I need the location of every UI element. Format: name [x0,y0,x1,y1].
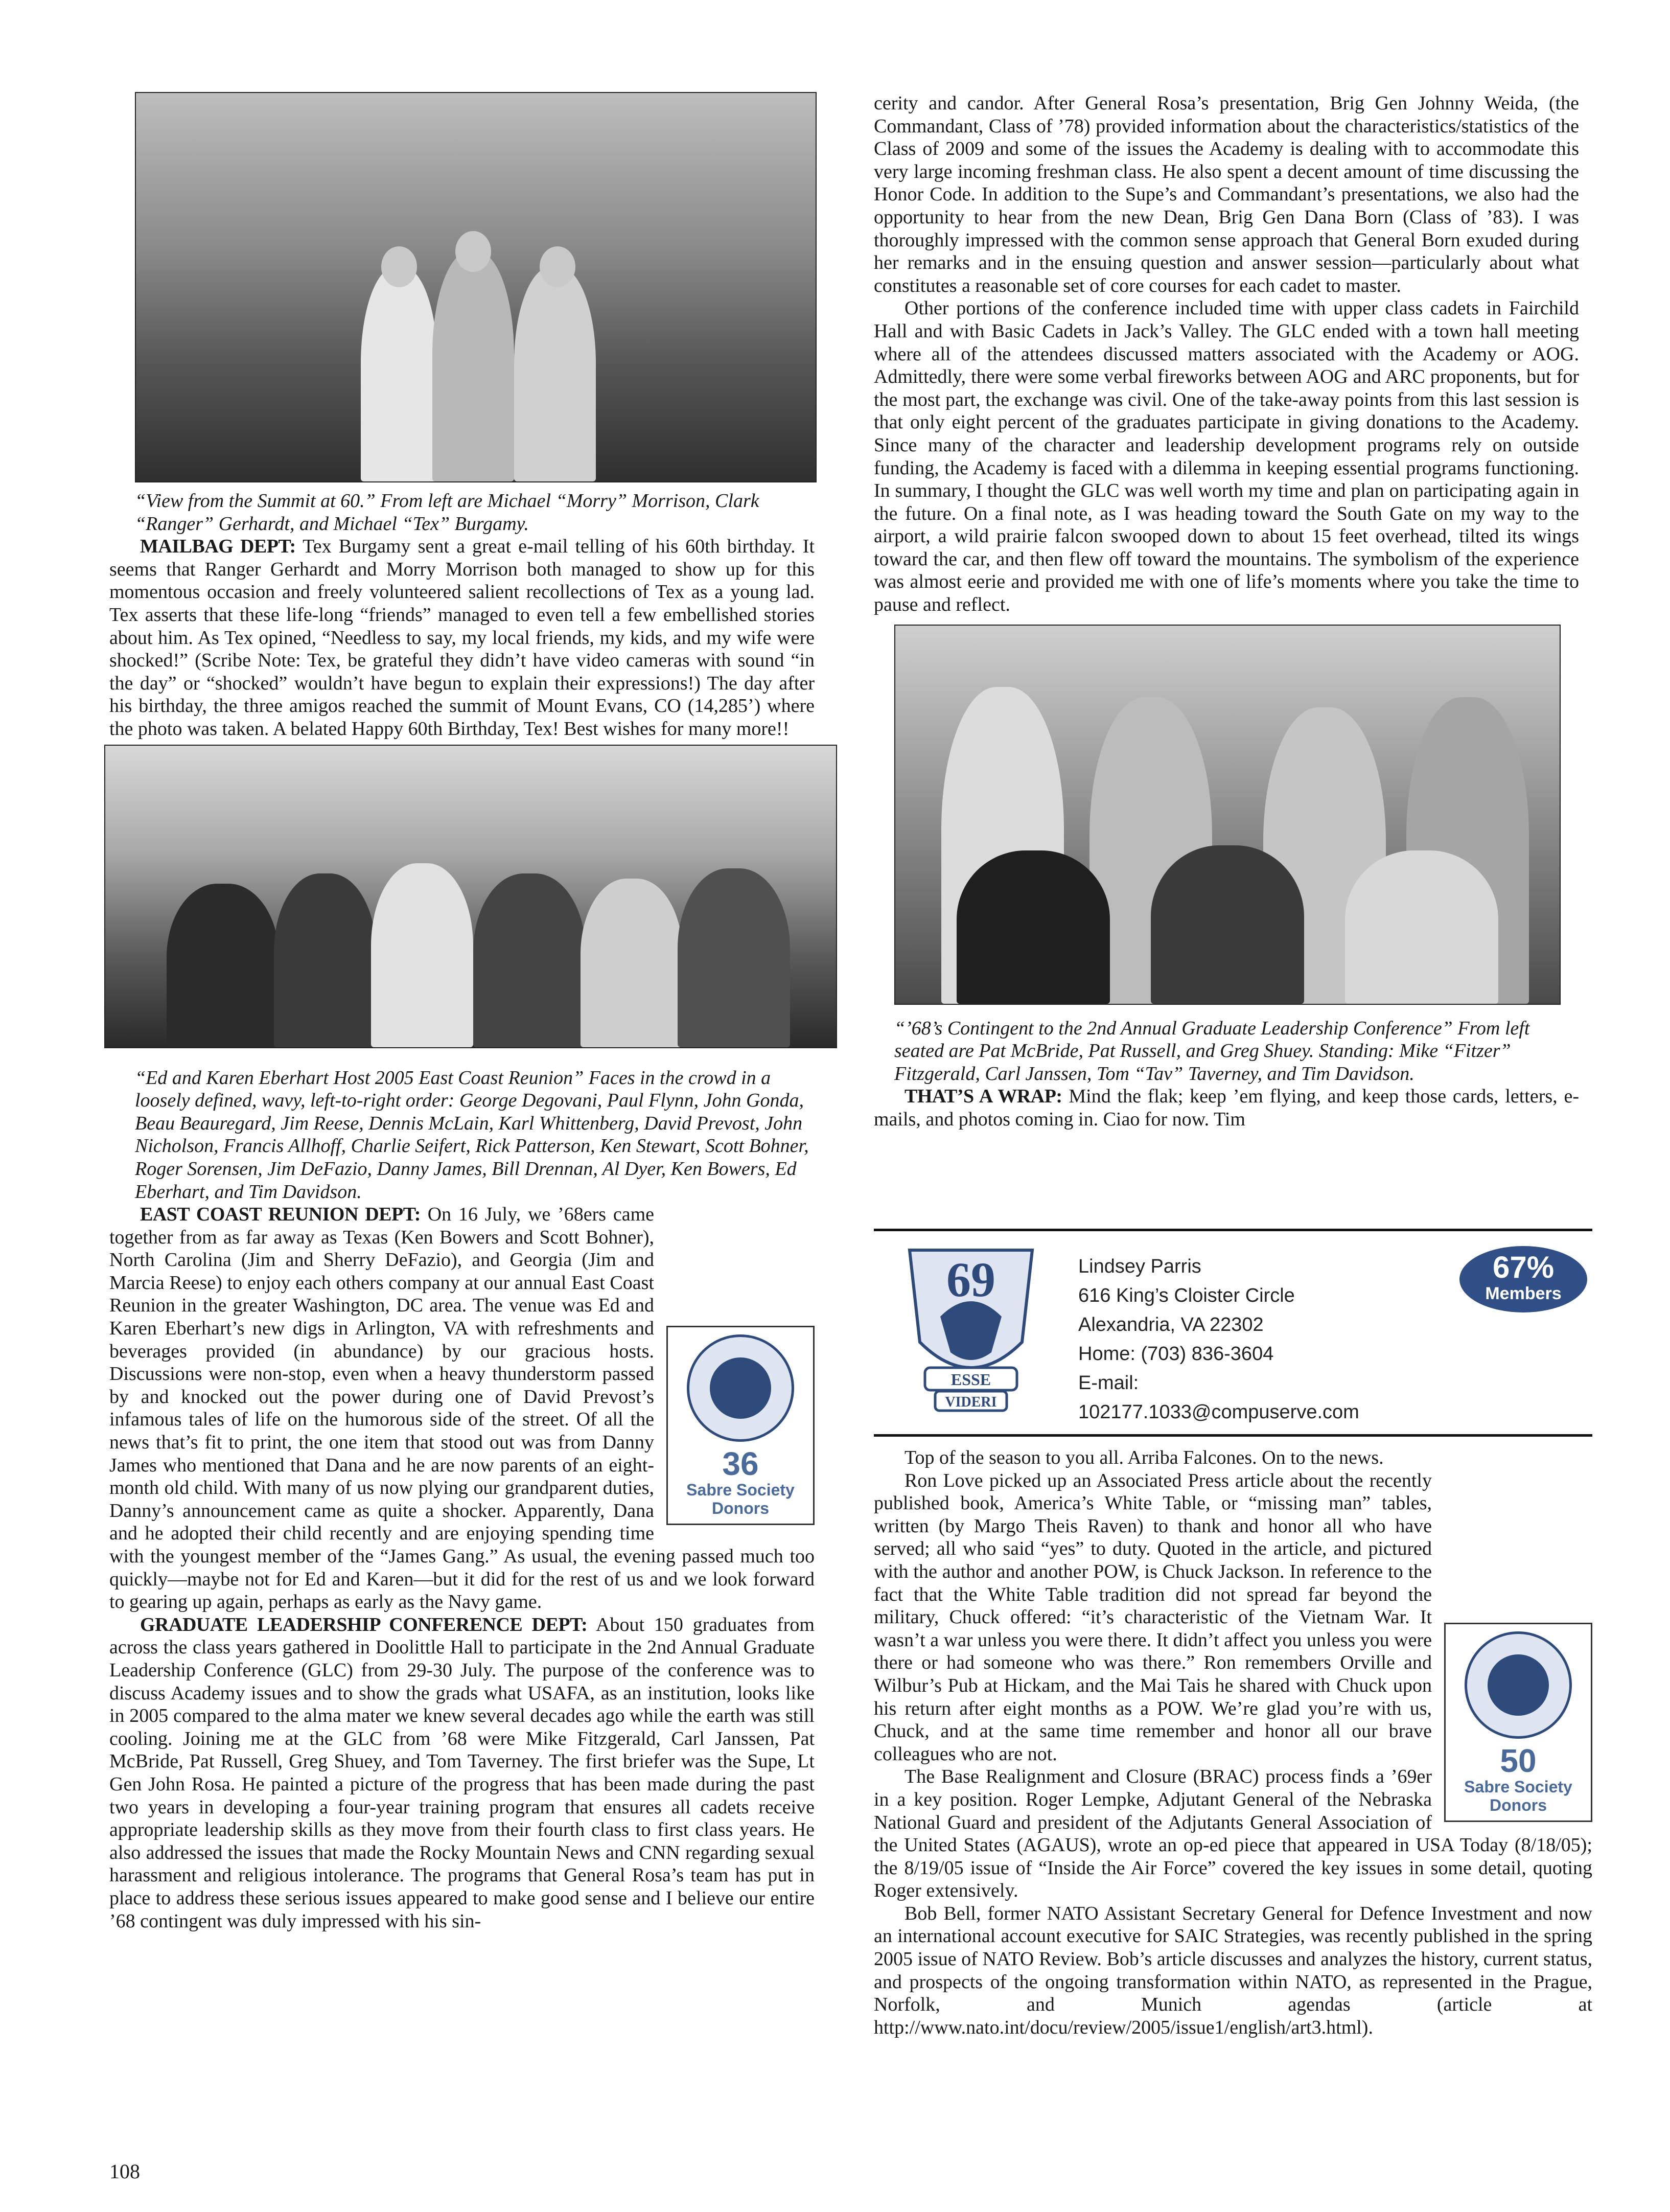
sabre-society-seal-69 [1444,1623,1592,1822]
contact-email[interactable]: 102177.1033@compuserve.com [1078,1401,1359,1423]
reunion-caption: “Ed and Karen Eberhart Host 2005 East Coast Reunion” Faces in the crowd in a loosely defined, wavy, left-to-right order: George Degovani, Paul Flynn, John Gonda, Beau Beauregard, Jim Reese, Dennis McLain, Karl Whittenberg, David Prevost, John Nicholson, Francis Allhoff, Charlie Seifert, Rick Patterson, Ken Stewart, Scott Bohner, Roger Sorensen, Jim DeFazio, Danny James, Bill Drennan, Al Dyer, Ken Bowers, Ed Eberhart, and Tim Davidson. [135,1067,809,1203]
glc-continued: cerity and candor. After General Rosa’s presentation, Brig Gen Johnny Weida, (the Commandant, Class of ’78) provided information about the characteristics/statistics of the Class of 2009 and some of the issues the Academy is dealing with to accommodate this very large incoming freshman class. He also spent a decent amount of time discussing the Honor Code. In addition to the Supe’s and Commandant’s presentations, we also had the opportunity to hear from the new Dean, Brig Gen Dana Born (Class of ’83). I was thoroughly impressed with the common sense approach that General Born exuded during her remarks and in the ensuing question and answer session—particularly about what constitutes a reasonable set of core courses for each cadet to master. [874,93,1579,296]
class-69-contact-block [874,1235,1592,1429]
glc-other-paragraph: Other portions of the conference included time with upper class cadets in Fairchild Hall and with Basic Cadets in Jack’s Valley. The GLC ended with a town hall meeting where all of the attendees discussed matters associated with the Academy or AOG. Admittedly, there were some verbal fireworks between AOG and ARC proponents, but for the most part, the exchange was civil. One of the take-away points from this last session is that only eight percent of the graduates participate in giving donations to the Academy. Since many of the character and leadership development programs rely on outside funding, the Academy is faced with a dilemma in keeping essential programs functioning. In summary, I thought the GLC was well worth my time and plan on participating again in the future. On a final note, as I was heading toward the South Gate on my way to the airport, a wild prairie falcon swooped down to about 15 feet overhead, tilted its wings toward the car, and then flew off toward the mountains. The symbolism of the experience was almost eerie and provided me with one of life’s moments where you take the time to pause and reflect. [874,297,1579,616]
reunion-text: On 16 July, we ’68ers came together from as far away as Texas (Ken Bowers and Scott Bohner), North Carolina (Jim and Sherry DeFazio), and Georgia (Jim and Marcia Reese) to enjoy each others company at our annual East Coast Reunion in the greater Washington, DC area. The venue was Ed and Karen Eberhart’s new digs in Arlington, VA with refreshments and beverages provided (in abundance) by our gracious hosts. Discussions were non-stop, even when a heavy thunderstorm passed by and knocked out the power during one of David Prevost’s infamous tales of life on the humorous side of the street. Of all the news that’s fit to print, the one item that stood out was from Danny James who mentioned that Dana and he are now parents of an eight-month old child. With many of us now plying our grandparent duties, Danny’s announcement came as quite a shocker. Apparently, Dana and he adopted their child recently and are enjoying spending time with the youngest member of the “James Gang.” As usual, the evening passed much too quickly—maybe not for Ed and Karen—but it did for the rest of us and we look forward to gearing up again, perhaps as early as the Navy game. [109,1204,815,1613]
sabre-society-emblem-icon [687,1334,794,1442]
membership-label: Members [1485,1284,1562,1303]
summit-caption: “View from the Summit at 60.” From left are Michael “Morry” Morrison, Clark “Ranger” Gerhardt, and Michael “Tex” Burgamy. [135,490,759,535]
section-divider-top [874,1229,1592,1231]
sabre-society-label-69: Sabre Society Donors [1464,1777,1572,1814]
reunion-heading: EAST COAST REUNION DEPT: [140,1204,421,1226]
crest-motto-1: ESSE [950,1370,991,1389]
sabre-society-count-69: 50 [1500,1742,1537,1779]
crest-motto-2: VIDERI [945,1394,997,1410]
mailbag-text: Tex Burgamy sent a great e-mail telling of his 60th birthday. It seems that Ranger Gerhardt and Morry Morrison both managed to show up for this momentous occasion and freely volunteered salient recollections of Tex as a young lad. Tex asserts that these life-long “friends” managed to even tell a few embellished stories about him. As Tex opined, “Needless to say, my local friends, my kids, and my wife were shocked!” (Scribe Note: Tex, be grateful they didn’t have video cameras with sound “in the day” or “shocked” wouldn’t have begun to explain their expressions!) The day after his birthday, the three amigos reached the summit of Mount Evans, CO (14,285’) where the photo was taken. A belated Happy 60th Birthday, Tex! Best wishes for many more!! [109,536,815,740]
summit-photo [135,92,817,482]
sabre-society-seal [666,1326,815,1525]
contact-lines [1078,1252,1359,1427]
membership-badge [1459,1246,1587,1312]
left-column [109,92,815,1932]
class-69-intro: Top of the season to you all. Arriba Falcones. On to the news. [904,1447,1384,1468]
brac-paragraph: The Base Realignment and Closure (BRAC) process finds a ’69er in a key position. Roger Lempke, Adjutant General of the Nebraska National Guard and president of the Adjutants General Association of the United States (AGAUS), wrote an op-ed piece that appeared in USA Today (8/18/05); the 8/19/05 issue of “Inside the Air Force” covered the key issues in some detail, quoting Roger extensively. [874,1766,1592,1902]
sabre-society-emblem-icon [1465,1631,1572,1739]
glc-heading: GRADUATE LEADERSHIP CONFERENCE DEPT: [140,1614,588,1635]
mailbag-paragraph [109,535,815,740]
white-table-paragraph: Ron Love picked up an Associated Press article about the recently published book, America’s White Table, or “missing man” tables, written (by Margo Theis Raven) to thank and honor all who have served; all who said “yes” to duty. Quoted in the article, and pictured with the author and another POW, is Chuck Jackson. In reference to the fact that the White Table tradition did not spread far beyond the military, Chuck offered: “it’s characteristic of the Vietnam War. It wasn’t a war unless you were there. It didn’t affect you unless you were there or had someone who was there.” Ron remembers Orville and Wilbur’s Pub at Hickam, and the Mai Tais he shared with Chuck upon his return after eight months as a POW. We’re glad you’re with us, Chuck, and at the same time remember and honor all our brave colleagues who are not. [874,1469,1432,1765]
reunion-photo [104,745,837,1048]
section-divider-bottom [874,1434,1592,1437]
glc-caption: “’68’s Contingent to the 2nd Annual Graduate Leadership Conference” From left seated are Pat McBride, Pat Russell, and Greg Shuey. Standing: Mike “Fitzer” Fitzgerald, Carl Janssen, Tom “Tav” Taverney, and Tim Davidson. [894,1017,1530,1085]
crest-class-number: 69 [946,1252,995,1307]
wrap-text: Mind the flak; keep ’em flying, and keep those cards, letters, e-mails, and photos coming in. Ciao for now. Tim [874,1086,1579,1131]
glc-text: About 150 graduates from across the class years gathered in Doolittle Hall to participate in the 2nd Annual Graduate Leadership Conference (GLC) from 29-30 July. The purpose of the conference was to discuss Academy issues and to show the grads what USAFA, as an institution, looks like in 2005 compared to the alma mater we knew several decades ago while the earth was still cooling. Joining me at the GLC from ’68 were Mike Fitzgerald, Carl Janssen, Pat McBride, Pat Russell, Greg Shuey, and Tom Taverney. The first briefer was the Supe, Lt Gen John Rosa. He painted a picture of the progress that has been made during the past two years in developing a four-year training program that ensures all cadets receive appropriate leadership skills as they move from their fourth class to first class years. He also addressed the issues that made the Rocky Mountain News and CNN regarding sexual harassment and religious intolerance. The programs that General Rosa’s team has put in place to address these serious issues appeared to make good sense and I believe our entire ’68 contingent was duly impressed with his sin- [109,1614,815,1932]
membership-percent: 67% [1492,1250,1555,1284]
contact-name: Lindsey Parris [1078,1256,1201,1277]
nato-paragraph: Bob Bell, former NATO Assistant Secretary General for Defence Investment and now an international account executive for SAIC Strategies, was recently published in the spring 2005 issue of NATO Review. Bob’s article discusses and analyzes the history, current status, and prospects of the ongoing transformation within NATO, as represented in the Prague, Norfolk, and Munich agendas (article at http://www.nato.int/docu/review/2005/issue1/english/art3.html). [874,1902,1592,2038]
wrap-heading: THAT’S A WRAP: [904,1086,1062,1108]
contact-street: 616 King’s Cloister Circle [1078,1285,1295,1306]
right-column [874,92,1579,1131]
sabre-society-count: 36 [722,1445,759,1483]
sabre-society-label: Sabre Society Donors [686,1481,795,1518]
class-69-column [874,1446,1592,2039]
glc-paragraph [109,1614,815,1932]
mailbag-heading: MAILBAG DEPT: [140,536,296,558]
contact-phone: Home: (703) 836-3604 [1078,1343,1274,1365]
class-69-crest-icon [894,1240,1048,1419]
contact-city: Alexandria, VA 22302 [1078,1314,1264,1335]
wrap-paragraph [874,1085,1579,1131]
contact-email-label: E-mail: [1078,1372,1139,1394]
glc-contingent-photo [894,625,1561,1005]
page-number: 108 [109,2160,140,2183]
